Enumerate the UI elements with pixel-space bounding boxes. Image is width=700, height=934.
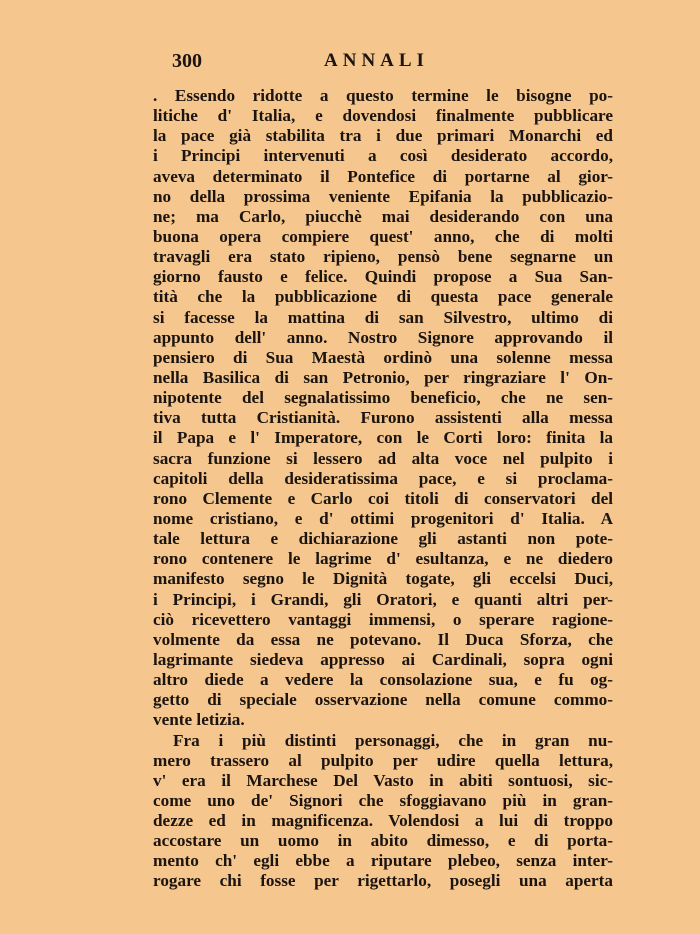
text-line: nome cristiano, e d' ottimi progenitori d' Italia. A (153, 508, 613, 528)
text-line: rono contenere le lagrime d' esultanza, e ne diedero (153, 549, 613, 569)
text-line: i Principi intervenuti a così desiderato accordo, (153, 146, 613, 166)
text-line: mento ch' egli ebbe a riputare plebeo, senza inter- (153, 851, 613, 871)
text-line: tità che la pubblicazione di questa pace generale (153, 287, 613, 307)
text-line: accostare un uomo in abito dimesso, e di porta- (153, 831, 613, 851)
text-line: tiva tutta Cristianità. Furono assistenti alla messa (153, 408, 613, 428)
text-line: tale lettura e dichiarazione gli astanti non pote- (153, 529, 613, 549)
running-title: ANNALI (324, 50, 429, 71)
text-line: si facesse la mattina di san Silvestro, ultimo di (153, 307, 613, 327)
text-line: v' era il Marchese Del Vasto in abiti sontuosi, sic- (153, 770, 613, 790)
page-number: 300 (172, 50, 202, 72)
text-line: capitoli della desideratissima pace, e si proclama- (153, 468, 613, 488)
body-text (153, 86, 613, 892)
paragraph-2 (153, 731, 613, 892)
text-line: giorno fausto e felice. Quindi propose a Sua San- (153, 267, 613, 287)
text-line: . Essendo ridotte a questo termine le bisogne po- (153, 86, 613, 105)
text-line: travagli era stato ripieno, pensò bene segnarne un (153, 247, 613, 267)
text-line: manifesto segno le Dignità togate, gli eccelsi Duci, (153, 569, 613, 589)
paragraph-1 (153, 86, 613, 731)
text-line: dezze ed in magnificenza. Volendosi a lui di troppo (153, 811, 613, 831)
text-line: altro diede a vedere la consolazione sua, e fu og- (153, 670, 613, 690)
text-line: rono Clemente e Carlo coi titoli di conservatori del (153, 488, 613, 508)
text-line: il Papa e l' Imperatore, con le Corti loro: finita la (153, 428, 613, 448)
text-line: come uno de' Signori che sfoggiavano più in gran- (153, 790, 613, 810)
text-line: lagrimante siedeva appresso ai Cardinali, sopra ogni (153, 649, 613, 669)
text-line: no della prossima veniente Epifania la pubblicazio- (153, 186, 613, 206)
text-line: ciò ricevettero vantaggi immensi, o sperare ragione- (153, 609, 613, 629)
text-line: vente letizia. (153, 710, 245, 730)
text-line: nella Basilica di san Petronio, per ringraziare l' On- (153, 367, 613, 387)
text-line: nipotente del segnalatissimo beneficio, che ne sen- (153, 388, 613, 408)
text-line: litiche d' Italia, e dovendosi finalmente pubblicare (153, 106, 613, 126)
text-line: ne; ma Carlo, piucchè mai desiderando con una (153, 206, 613, 226)
text-line: sacra funzione si lessero ad alta voce nel pulpito i (153, 448, 613, 468)
text-line: rogare chi fosse per rigettarlo, posegli una aperta (153, 871, 613, 891)
text-line: la pace già stabilita tra i due primari Monarchi ed (153, 126, 613, 146)
text-line: appunto dell' anno. Nostro Signore approvando il (153, 327, 613, 347)
text-line: pensiero di Sua Maestà ordinò una solenne messa (153, 347, 613, 367)
text-line: i Principi, i Grandi, gli Oratori, e quanti altri per- (153, 589, 613, 609)
text-line: volmente da essa ne potevano. Il Duca Sforza, che (153, 629, 613, 649)
text-line: mero trassero al pulpito per udire quella lettura, (153, 750, 613, 770)
text-line: getto di speciale osservazione nella comune commo- (153, 690, 613, 710)
text-line: aveva determinato il Pontefice di portarne al gior- (153, 166, 613, 186)
text-line: buona opera compiere quest' anno, che di molti (153, 226, 613, 246)
page-header (0, 50, 700, 74)
text-line: Fra i più distinti personaggi, che in gran nu- (173, 730, 613, 750)
